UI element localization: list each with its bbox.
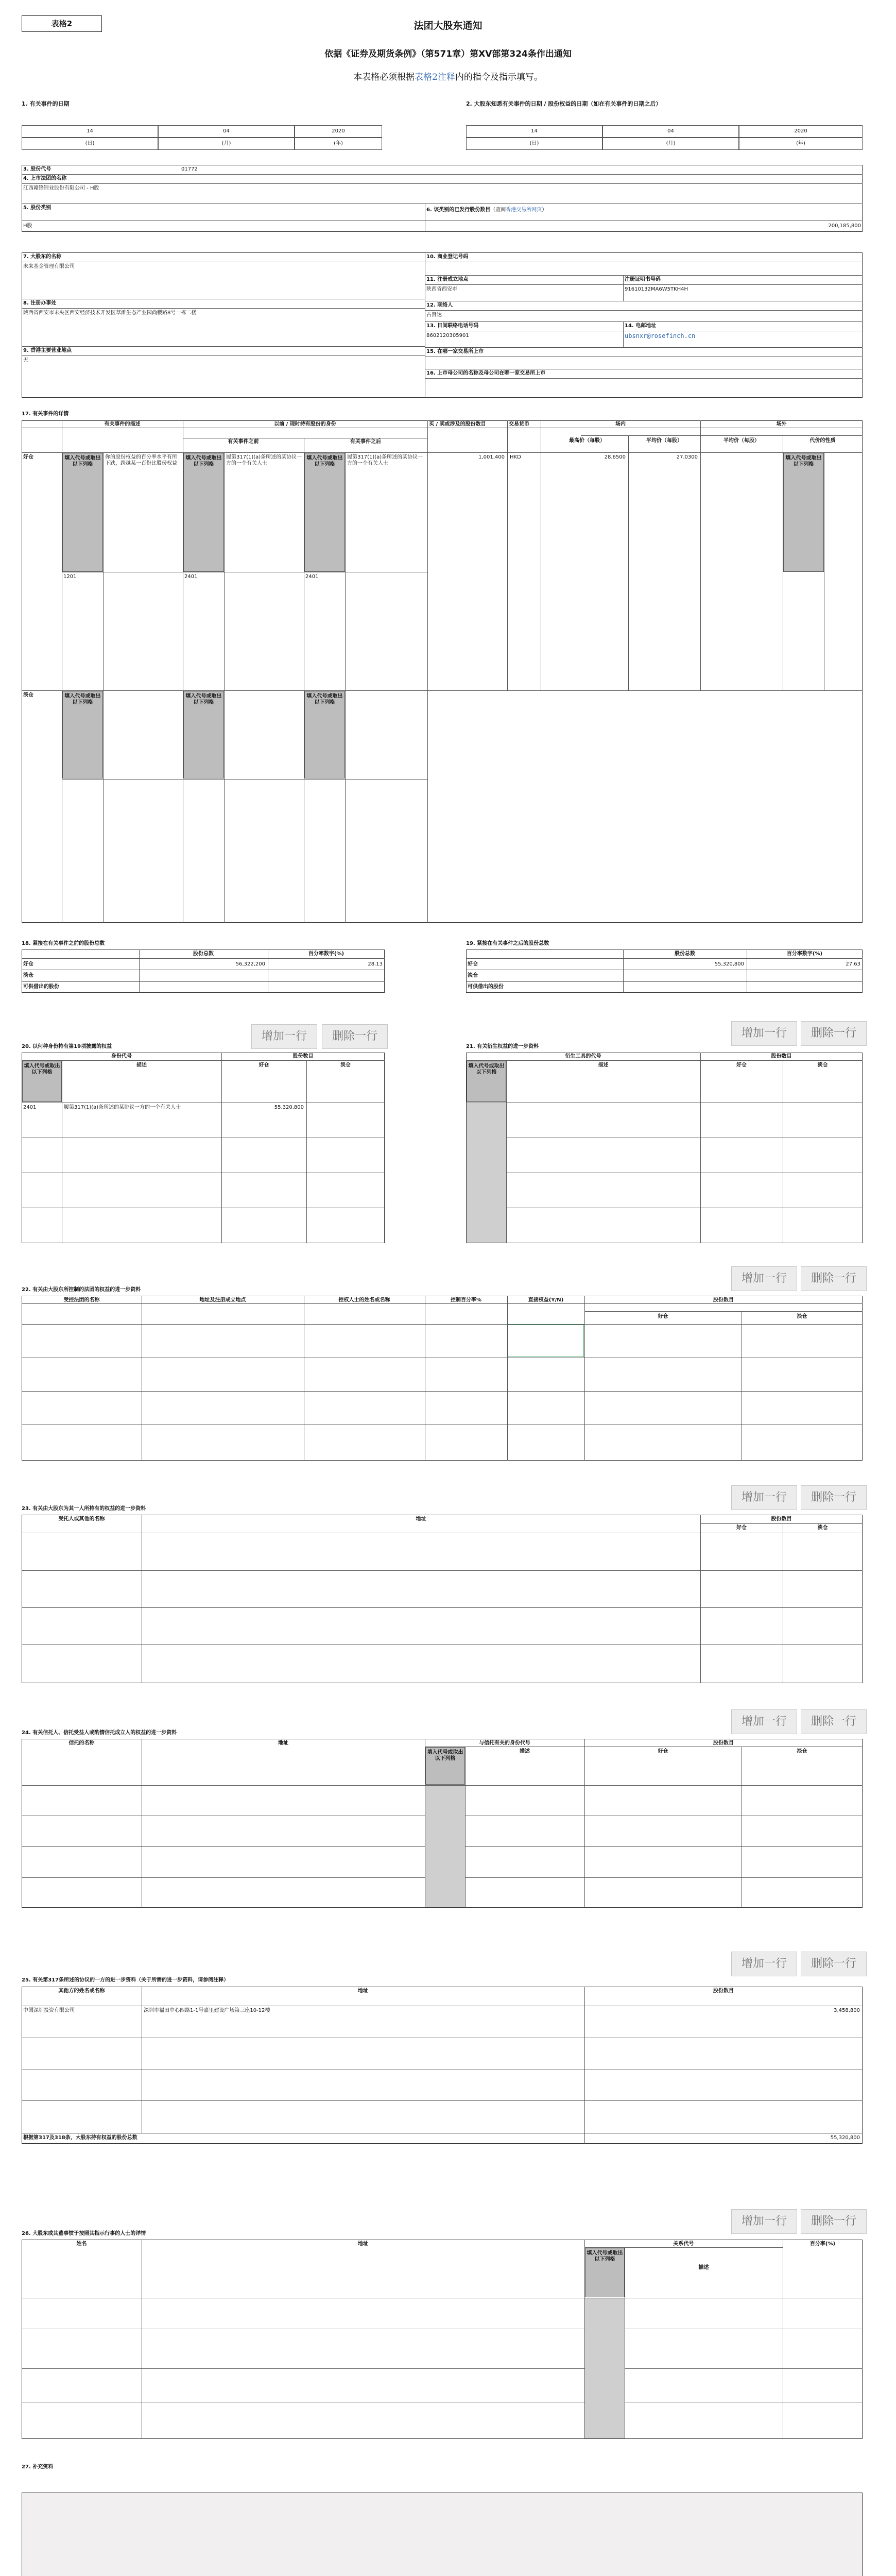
s23-h1: 受托人或其他的名称 [58,1516,105,1522]
s19-h-count: 股份总数 [675,951,695,957]
s24-delete-row-button[interactable]: 删除一行 [801,1709,867,1734]
s24-code-column[interactable] [425,1786,465,1907]
s26-add-row-button[interactable]: 增加一行 [731,2209,797,2234]
s27-label: 27. 补充资料 [22,2464,54,2470]
s20-add-row-button[interactable]: 增加一行 [251,1024,317,1049]
s20-h-long: 好仓 [259,1062,269,1068]
s6-hkex-link[interactable]: 香港交易所网页 [506,207,542,213]
s23-table [22,1515,863,1683]
s19-long-count[interactable]: 55,320,800 [714,961,744,967]
s17-h-event: 有关事件的描述 [104,421,141,427]
s17-short-event-dropdown[interactable]: 填入代号或取出以下列格 [62,691,103,778]
s26-delete-row-button[interactable]: 删除一行 [801,2209,867,2234]
s1-label: 1. 有关事件的日期 [22,100,70,107]
s22-table [22,1296,863,1461]
s20-table [22,1053,385,1243]
instruction-suffix: 内的指令及指示填写。 [455,72,543,82]
s15-label: 15. 在哪一家交易所上市 [426,349,484,354]
s25-total-label: 根据第317及318条，大股东持有权益的股份总数 [23,2135,137,2141]
s17-h-after: 有关事件之后 [350,439,381,445]
s20-h-code: 身份代号 [111,1054,132,1059]
s20-row1-desc: 履第317(1)(a)条所述的某协议一方的一个有关人士 [64,1105,181,1110]
s17-h-offex: 场外 [776,421,787,427]
s17-h-currency: 交易货币 [509,421,529,427]
s20-h-count: 股份数目 [292,1054,314,1059]
s23-h3: 股份数目 [771,1516,792,1522]
s2-year-unit: (年) [739,138,863,150]
s17-table [22,420,863,923]
s5-label: 5. 股份类别 [23,205,51,211]
s17-event-code[interactable]: 1201 [63,574,77,580]
s21-h-code: 衍生工具的代号 [565,1054,601,1059]
s19-r-long: 好仓 [468,961,478,967]
s1-day-unit: (日) [22,138,158,150]
s6-label: 6. 该类别的已发行股份数目（查阅香港交易所网页） [426,207,547,213]
s21-h-short: 淡仓 [817,1062,828,1068]
s13-label: 13. 日间联络电话号码 [426,323,479,329]
s20-row1-code[interactable]: 2401 [23,1105,37,1110]
s2-day-unit: (日) [466,138,602,150]
s25-row1-address[interactable]: 深圳市福田中心四路1-1号嘉里建设广场第三座10-12楼 [144,2008,270,2013]
s17-before-code[interactable]: 2401 [184,574,198,580]
s21-delete-row-button[interactable]: 删除一行 [801,1021,867,1046]
s1-year-input[interactable]: 2020 [295,125,382,138]
s20-delete-row-button[interactable]: 删除一行 [322,1024,388,1049]
form-number: 表格2 [51,19,73,28]
s19-label: 19. 紧接在有关事件之后的股份总数 [466,941,549,946]
s1-month-unit: (月) [158,138,295,150]
s14-label: 14. 电邮地址 [625,323,657,329]
s23-h-short: 淡仓 [817,1525,828,1531]
s17-high[interactable]: 28.6500 [604,454,626,460]
s22-add-row-button[interactable]: 增加一行 [731,1266,797,1291]
s19-h-pct: 百分率数字(%) [786,951,823,957]
s17-long-label: 好仓 [23,454,33,460]
instruction-link[interactable]: 表格2注释 [415,72,455,82]
s17-short-before-dropdown[interactable]: 填入代号或取出以下列格 [183,691,224,778]
s24-h3: 与信托有关的身份代号 [479,1740,530,1746]
s1-year-unit: (年) [295,138,382,150]
s1-month-input[interactable]: 04 [158,125,295,138]
s17-avg[interactable]: 27.0300 [676,454,698,460]
s17-h-high: 最高价（每股） [569,438,605,444]
s2-month-unit: (月) [602,138,739,150]
s17-h-avg: 平均价（每股） [646,438,682,444]
s11-value[interactable]: 陕西省西安市 [426,286,457,292]
s26-code-dropdown[interactable]: 填入代号或取出以下列格 [585,2248,625,2297]
s9-label: 9. 香港主要营业地点 [23,348,72,353]
s11-label: 11. 注册成立地点 [426,277,469,282]
s17-shares[interactable]: 1,001,400 [478,454,505,460]
s26-h4: 百分率(%) [809,2241,836,2247]
s17-short-label: 淡仓 [23,692,33,698]
s23-h2: 地址 [416,1516,426,1522]
s22-h-long: 好仓 [658,1314,668,1319]
s22-delete-row-button[interactable]: 删除一行 [801,1266,867,1291]
s18-r-lend: 可供借出的股份 [23,984,59,990]
s19-long-pct[interactable]: 27.63 [846,961,860,967]
s22-direct-interest-select[interactable] [508,1325,584,1357]
s2-month-input[interactable]: 04 [602,125,739,138]
s4-label: 4. 上市法团的名称 [23,176,67,181]
s20-h-short: 淡仓 [340,1062,351,1068]
s17-after-desc: 履第317(1)(a)条所述的某协议一方的一个有关人士 [347,454,423,466]
s21-h-count: 股份数目 [771,1054,792,1059]
s22-h5: 直接权益(Y/N) [528,1297,564,1303]
s3-label: 3. 股份代号 [23,166,51,172]
s18-h-count: 股份总数 [193,951,214,957]
s22-label: 22. 有关由大股东所控制的法团的权益的进一步资料 [22,1287,141,1293]
s23-label: 23. 有关由大股东为其一人所持有的权益的进一步资料 [22,1506,146,1512]
s25-add-row-button[interactable]: 增加一行 [731,1952,797,1976]
s12-label: 12. 联络人 [426,302,453,308]
s25-delete-row-button[interactable]: 删除一行 [801,1952,867,1976]
s22-h-short: 淡仓 [797,1314,807,1319]
s7-label: 7. 大股东的名称 [23,254,62,260]
s11-reg-label: 注册证明书号码 [625,277,661,282]
s21-table [466,1053,863,1243]
s17-h-avg-off: 平均价（每股） [723,438,760,444]
s17-label: 17. 有关事件的详情 [22,411,69,417]
s3-6-block [22,165,863,232]
form-instruction [0,70,896,82]
s21-code-dropdown[interactable]: 填入代号或取出以下列格 [467,1061,506,1102]
s21-add-row-button[interactable]: 增加一行 [731,1021,797,1046]
s17-before-desc: 履第317(1)(a)条所述的某协议一方的一个有关人士 [226,454,302,466]
s7-value[interactable]: 未来基金管理有限公司 [23,264,75,269]
s17-after-code-dropdown[interactable]: 填入代号或取出以下列格 [304,453,345,572]
s2-year-input[interactable]: 2020 [739,125,863,138]
s17-consid-dropdown[interactable]: 填入代号或取出以下列格 [783,453,824,572]
s22-h2: 地址及注册成立地点 [199,1297,246,1303]
s12-value[interactable]: 古贤达 [426,312,442,318]
s6-value[interactable]: 200,185,800 [828,223,861,229]
s24-h4: 股份数目 [713,1740,734,1746]
s27-textarea[interactable] [22,2493,863,2576]
s25-h2: 地址 [358,1988,368,1994]
s23-h-long: 好仓 [736,1525,747,1531]
s26-h-desc: 描述 [698,2265,709,2270]
s4-value[interactable]: 江西赣锋锂业股份有限公司 - H股 [23,185,99,191]
form-title: 法团大股东通知 [413,20,483,31]
s25-label: 25. 有关第317条所述的协议的一方的进一步资料（关于所需的进一步资料，请参阅注释） [22,1977,229,1983]
s5-value[interactable]: H股 [23,223,32,229]
s20-label: 20. 以何种身份持有第19项披露的权益 [22,1044,112,1049]
s26-h2: 地址 [358,2241,368,2247]
s3-value[interactable]: 01772 [181,166,198,172]
s26-label: 26. 大股东或其董事惯于按照其指示行事的人士的详情 [22,2231,146,2236]
s24-h2: 地址 [278,1740,288,1746]
s20-h-desc: 描述 [136,1062,147,1068]
s17-h-before: 有关事件之前 [228,439,259,445]
s24-h1: 信托的名称 [68,1740,95,1746]
s25-h1: 其他方的姓名或名称 [58,1988,105,1994]
s22-h6: 股份数目 [713,1297,734,1303]
instruction-prefix: 本表格必须根据 [353,72,415,82]
s24-h-desc: 描述 [520,1749,530,1754]
s25-total-value: 55,320,800 [830,2135,860,2141]
s11-reg-value[interactable]: 91610132MA6W5TKH4H [625,286,688,292]
form-subtitle: 依据《证券及期货条例》（第571章）第XV部第324条作出通知 [324,49,572,59]
s24-h-long: 好仓 [658,1749,668,1754]
s2-day-input[interactable]: 14 [466,125,602,138]
s22-h3: 控权人士的姓名或名称 [338,1297,390,1303]
s24-h-short: 淡仓 [797,1749,807,1754]
s21-code-column[interactable] [467,1103,506,1243]
s1-day-input[interactable]: 14 [22,125,158,138]
s8-label: 8. 注册办事处 [23,300,57,306]
s13-value[interactable]: 8602120305901 [426,333,469,338]
s18-r-short: 淡仓 [23,973,33,978]
s8-value[interactable]: 陕西省西安市未央区西安经济技术开发区草滩生态产业园尚稷路8号一栋二楼 [23,310,197,316]
s25-row1-name[interactable]: 中国深圳投资有限公司 [23,2008,75,2013]
s17-currency[interactable]: HKD [510,454,521,460]
s17-short-after-dropdown[interactable]: 填入代号或取出以下列格 [304,691,345,778]
s26-code-column[interactable] [585,2298,625,2438]
s17-h-shares: 买 / 卖或涉及的股份数目 [429,421,486,427]
s24-code-dropdown[interactable]: 填入代号或取出以下列格 [425,1747,465,1785]
s16-label: 16. 上市母公司的名称及母公司在哪一家交易所上市 [426,370,546,376]
s17-event-code-dropdown[interactable]: 填入代号或取出以下列格 [62,453,103,572]
s25-row1-count[interactable]: 3,458,800 [834,2008,860,2013]
s17-h-capacity: 以前 / 现时持有股份的身份 [274,421,336,427]
s17-after-code[interactable]: 2401 [305,574,319,580]
s20-row1-long[interactable]: 55,320,800 [274,1105,304,1110]
s23-delete-row-button[interactable]: 删除一行 [801,1485,867,1510]
s21-label: 21. 有关衍生权益的进一步资料 [466,1044,539,1049]
s18-long-pct[interactable]: 28.13 [368,961,383,967]
s18-r-long: 好仓 [23,961,33,967]
s18-long-count[interactable]: 56,322,200 [235,961,265,967]
s21-h-desc: 描述 [598,1062,609,1068]
s24-label: 24. 有关信托人、信托受益人或酌情信托成立人的权益的进一步资料 [22,1730,177,1736]
s14-value[interactable]: ubsnxr@rosefinch.cn [625,332,696,340]
s9-value[interactable]: 无 [23,358,28,363]
s17-event-desc: 你的股份权益的百分率水平有所下跌，跨越某一百份比股份权益 [105,454,177,466]
s18-label: 18. 紧接在有关事件之前的股份总数 [22,941,105,946]
s26-h3: 关系代号 [673,2241,694,2247]
s18-h-pct: 百分率数字(%) [308,951,344,957]
s23-add-row-button[interactable]: 增加一行 [731,1485,797,1510]
s19-r-short: 淡仓 [468,973,478,978]
s19-r-lend: 可供借出的股份 [468,984,504,990]
s17-h-consid: 代价的性质 [809,438,836,444]
s25-h3: 股份数目 [713,1988,734,1994]
s22-h4: 控制百分率% [450,1297,482,1303]
s24-add-row-button[interactable]: 增加一行 [731,1709,797,1734]
s22-h1: 受控法团的名称 [63,1297,100,1303]
s17-before-code-dropdown[interactable]: 填入代号或取出以下列格 [183,453,224,572]
s17-h-onex: 场内 [615,421,626,427]
s2-label: 2. 大股东知悉有关事件的日期 / 股份权益的日期（如在有关事件的日期之后） [466,100,662,107]
s10-label: 10. 商业登记号码 [426,254,469,260]
s26-h1: 姓名 [76,2241,87,2247]
s20-code-dropdown[interactable]: 填入代号或取出以下列格 [22,1061,62,1102]
s21-h-long: 好仓 [736,1062,747,1068]
